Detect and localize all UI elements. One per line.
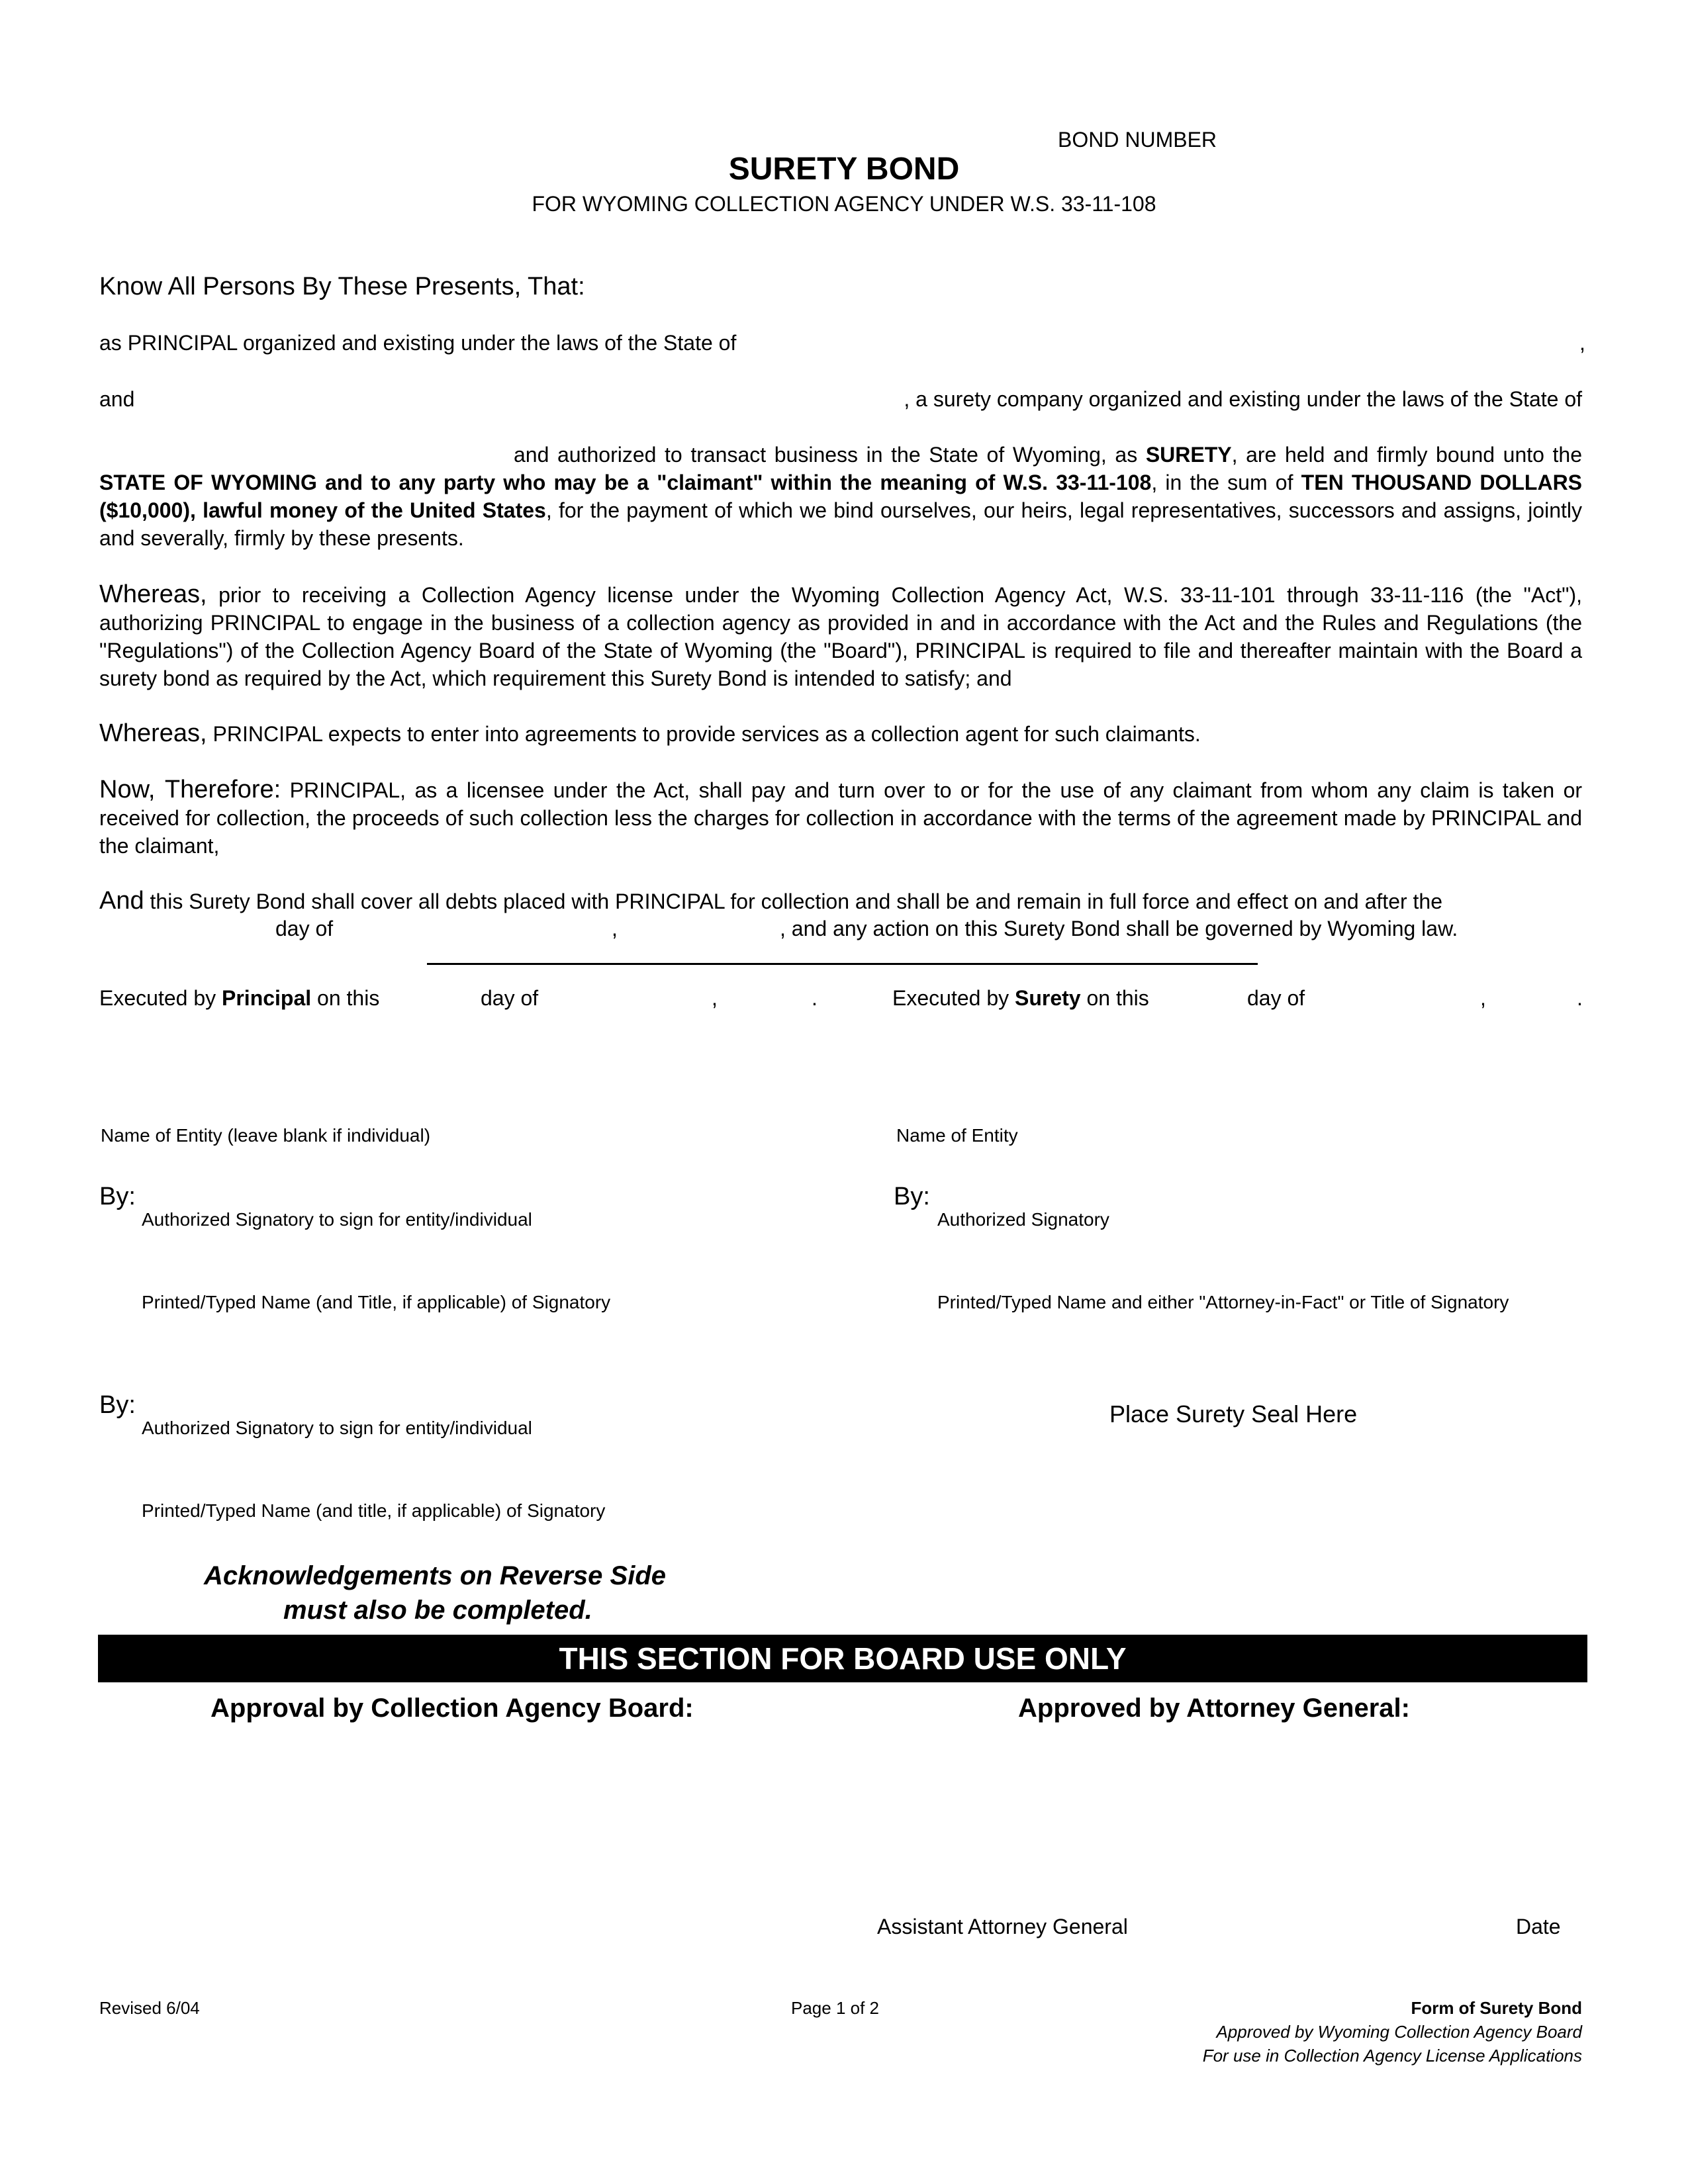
surety-date-comma: , [1480, 986, 1486, 1010]
board-use-banner: THIS SECTION FOR BOARD USE ONLY [98, 1635, 1587, 1682]
principal-by-2: By: [99, 1391, 136, 1419]
coverage-paragraph: And this Surety Bond shall cover all debts placed with PRINCIPAL for collection and shall be and remain in full force and effect on and after the [99, 887, 1443, 915]
form-title: Form of Surety Bond [1411, 1998, 1582, 2018]
bound-paragraph: and authorized to transact business in the State of Wyoming, as SURETY, are held and firmly bound unto the STATE OF WYOMING and to any party who may be a "claimant" within the meaning of W.S. 33-11-108, in the sum of TEN THOUSAND DOLLARS ($10,000), lawful money of the United States, for the payment of which we bind ourselves, our heirs, legal representatives, successors and assigns, jointly and severally, firmly by these presents. [99, 443, 1583, 550]
whereas-paragraph-2: Whereas, PRINCIPAL expects to enter into agreements to provide services as a collection agent for such claimants. [99, 719, 1201, 747]
page-title: SURETY BOND [728, 152, 960, 187]
therefore-paragraph: Now, Therefore: PRINCIPAL, as a licensee under the Act, shall pay and turn over to or for the use of any claimant from whom any claim is taken or received for collection, the proceeds of such collection less the charges for collection in accordance with the terms of the agreement made by PRINCIPAL and the claimant, [99, 776, 1583, 858]
form-use-in: For use in Collection Agency License Applications [1202, 2046, 1582, 2066]
coverage-tail: , and any action on this Surety Bond shall be governed by Wyoming law. [780, 917, 1458, 940]
acknowledgement-line-2: must also be completed. [283, 1596, 592, 1625]
acknowledgement-line-1: Acknowledgements on Reverse Side [204, 1561, 667, 1590]
date-label: Date [1516, 1915, 1561, 1938]
surety-signatory-label: Authorized Signatory [937, 1209, 1109, 1230]
coverage-day-of: day of [275, 917, 334, 940]
principal-line: as PRINCIPAL organized and existing under the laws of the State of [99, 331, 737, 355]
principal-entity-label: Name of Entity (leave blank if individual) [101, 1125, 431, 1146]
divider-line [427, 963, 1258, 965]
principal-printed-name-label-1: Printed/Typed Name (and Title, if applicable) of Signatory [142, 1292, 611, 1312]
approval-ag-heading: Approved by Attorney General: [1018, 1694, 1410, 1723]
principal-day-of: day of [481, 986, 539, 1010]
surety-entity-label: Name of Entity [896, 1125, 1018, 1146]
form-approved-by: Approved by Wyoming Collection Agency Board [1216, 2022, 1582, 2042]
surety-printed-name-label: Printed/Typed Name and either "Attorney-in-Fact" or Title of Signatory [937, 1292, 1509, 1312]
principal-date-period: . [812, 986, 818, 1010]
page-number: Page 1 of 2 [791, 1998, 879, 2018]
whereas-paragraph-1: Whereas, prior to receiving a Collection Agency license under the Wyoming Collection Agency Act, W.S. 33-11-101 through 33-11-116 (the "Act"), authorizing PRINCIPAL to engage in the business of a collection agency as provided in and in accordance with the Act and the Rules and Regulations (the "Regulations") of the Collection Agency Board of the State of Wyoming (the "Board"), PRINCIPAL is required to file and thereafter maintain with the Board a surety bond as required by the Act, which requirement this Surety Bond is intended to satisfy; and [99, 580, 1583, 690]
principal-date-comma: , [712, 986, 718, 1010]
principal-by-1: By: [99, 1183, 136, 1210]
page-subtitle: FOR WYOMING COLLECTION AGENCY UNDER W.S. 33-11-108 [532, 192, 1156, 216]
surety-seal-label: Place Surety Seal Here [1109, 1400, 1358, 1428]
principal-signatory-label-2: Authorized Signatory to sign for entity/individual [142, 1418, 532, 1438]
revised-label: Revised 6/04 [99, 1998, 200, 2018]
assistant-ag-label: Assistant Attorney General [877, 1915, 1128, 1938]
surety-day-of: day of [1247, 986, 1305, 1010]
principal-line-comma: , [1579, 331, 1585, 355]
and-word: and [99, 387, 135, 411]
intro-heading: Know All Persons By These Presents, That: [99, 273, 585, 300]
executed-by-surety: Executed by Surety on this [892, 986, 1149, 1010]
principal-signatory-label-1: Authorized Signatory to sign for entity/individual [142, 1209, 532, 1230]
executed-by-principal: Executed by Principal on this [99, 986, 380, 1010]
coverage-comma: , [612, 917, 618, 940]
principal-printed-name-label-2: Printed/Typed Name (and title, if applicable) of Signatory [142, 1500, 606, 1521]
surety-date-period: . [1577, 986, 1583, 1010]
surety-line: , a surety company organized and existing under the laws of the State of [904, 387, 1582, 411]
surety-by: By: [894, 1183, 930, 1210]
approval-board-heading: Approval by Collection Agency Board: [211, 1694, 694, 1723]
bond-number-label: BOND NUMBER [1058, 128, 1217, 152]
